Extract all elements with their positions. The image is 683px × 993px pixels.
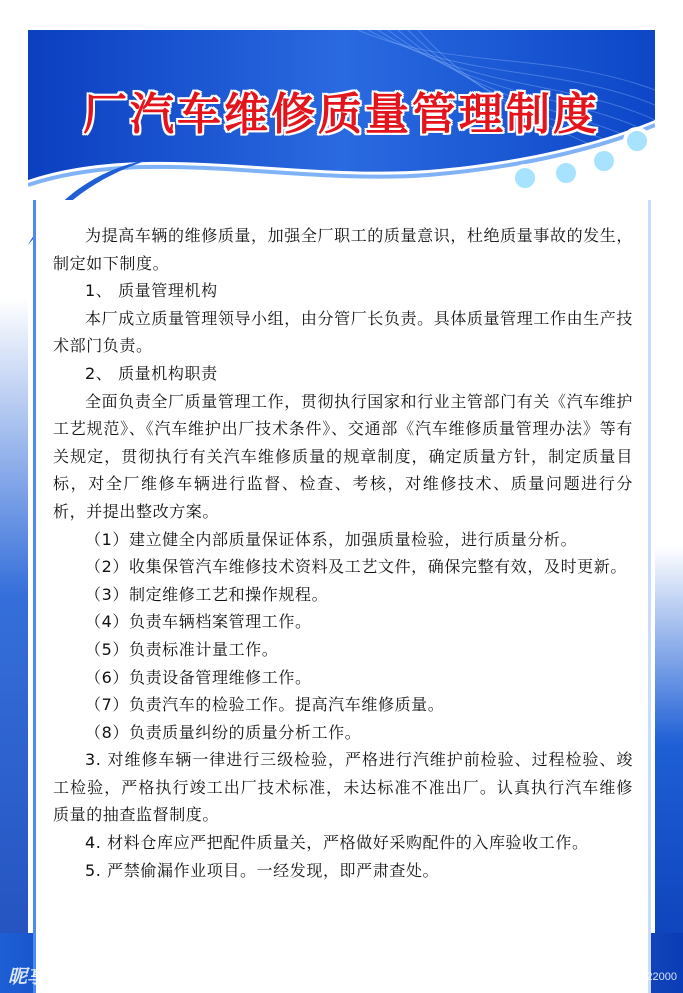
watermark-url: www.nipic.com xyxy=(140,970,226,985)
watermark-logo: 昵享网 xyxy=(8,966,66,988)
left-frame-strip xyxy=(0,0,28,993)
page-title: 厂汽车维修质量管理制度 xyxy=(83,89,600,140)
document-body xyxy=(53,222,633,884)
section1-body: 本厂成立质量管理领导小组，由分管厂长负责。具体质量管理工作由生产技术部门负责。 xyxy=(53,308,633,356)
list-item: （5）负责标准计量工作。 xyxy=(85,639,279,659)
list-item: （8）负责质量纠纷的质量分析工作。 xyxy=(85,722,362,742)
right-frame-strip xyxy=(655,0,683,993)
list-item: （7）负责汽车的检验工作。提高汽车维修质量。 xyxy=(85,695,445,715)
watermark-id: ID:19664370 NO:20141008141522422000 xyxy=(469,971,677,983)
section2-body: 全面负责全厂质量管理工作，贯彻执行国家和行业主管部门有关《汽车维护工艺规范》、《汽车维护出厂技术条件》、交通部《汽车维修质量管理办法》等有关规定，贯彻执行有关汽车维修质量的规章制度，确定质量方针，制定质量目标，对全厂维修车辆进行监督、检查、考核，对维修技术、质量问题进行分析，并提出整改方案。 xyxy=(53,391,633,521)
list-item: （6）负责设备管理维修工作。 xyxy=(85,667,312,687)
point3-paragraph: 3. 对维修车辆一律进行三级检验，严格进行汽维护前检验、过程检验、竣工检验，严格执行竣工出厂技术标准，未达标准不准出厂。认真执行汽车维修质量的抽查监督制度。 xyxy=(53,750,633,825)
list-item: （1）建立健全内部质量保证体系，加强质量检验，进行质量分析。 xyxy=(85,529,578,549)
list-item: （3）制定维修工艺和操作规程。 xyxy=(85,584,329,604)
section2-title: 2、 质量机构职责 xyxy=(85,363,218,383)
point5-paragraph: 5. 严禁偷漏作业项目。一经发现，即严肃查处。 xyxy=(85,860,440,880)
list-item: （2）收集保管汽车维修技术资料及工艺文件，确保完整有效，及时更新。 xyxy=(85,557,627,577)
list-item: （4）负责车辆档案管理工作。 xyxy=(85,612,312,632)
intro-paragraph: 为提高车辆的维修质量，加强全厂职工的质量意识，杜绝质量事故的发生，制定如下制度。 xyxy=(53,226,633,273)
point4-paragraph: 4. 材料仓库应严把配件质量关，严格做好采购配件的入库验收工作。 xyxy=(85,833,589,853)
section1-title: 1、 质量管理机构 xyxy=(85,281,218,301)
